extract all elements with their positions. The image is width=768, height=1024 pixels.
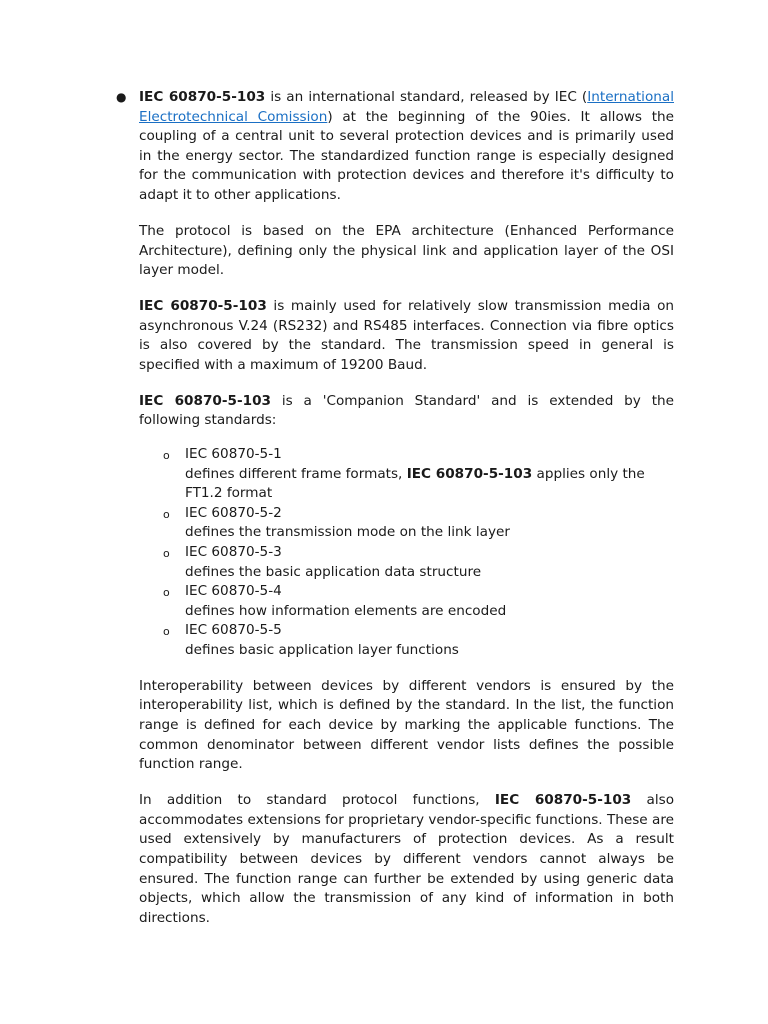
standard-description: defines how information elements are encoded (185, 602, 507, 619)
intro-text-end: ) at the beginning of the 90ies. It allows the coupling of a central unit to several protection devices and is primarily used in the energy sector. The standardized function range is especially designed for the communication with protection devices and therefore it's difficulty to adapt it to other applications. (139, 108, 674, 203)
standard-title: IEC 60870-5-5 (185, 622, 282, 639)
list-item (163, 543, 674, 582)
standard-title: IEC 60870-5-3 (185, 544, 282, 561)
filled-disc-bullet-icon: ● (116, 90, 127, 104)
interoperability-paragraph: Interoperability between devices by different vendors is ensured by the interoperability list, which is defined by the standard. In the list, the function range is defined for each device by marking the applicable functions. The common denominator between different vendor lists defines the possible function range. (139, 677, 674, 773)
standard-title: IEC 60870-5-1 (185, 446, 282, 463)
standards-list (139, 431, 674, 661)
extension-text-start: In addition to standard protocol functions, (139, 792, 495, 809)
standard-title: IEC 60870-5-2 (185, 504, 282, 521)
list-item (163, 582, 674, 621)
companion-paragraph (139, 392, 674, 431)
extension-text-end: also accommodates extensions for proprietary vendor-specific functions. These are used extensively by manufacturers of protection devices. As a result compatibility between devices by different vendors cannot always be ensured. The function range can further be extended by using generic data objects, which allow the transmission of any kind of information in both directions. (139, 792, 675, 926)
hollow-circle-bullet-icon: o (163, 449, 170, 463)
standard-term: IEC 60870-5-103 (406, 465, 533, 482)
standard-description: defines the transmission mode on the link layer (185, 524, 510, 541)
transmission-text: is mainly used for relatively slow transmission media on asynchronous V.24 (RS232) and RS485 interfaces. Connection via fibre optics is also covered by the standard. The transmission speed in general is specified with a maximum of 19200 Baud. (139, 298, 674, 373)
list-item (163, 621, 674, 660)
description-text: applies only the FT1.2 format (185, 465, 645, 502)
list-item (163, 504, 674, 543)
hollow-circle-bullet-icon: o (163, 507, 170, 521)
protocol-paragraph: The protocol is based on the EPA architecture (Enhanced Performance Architecture), defining only the physical link and application layer of the OSI layer model. (139, 222, 674, 279)
standard-description: defines the basic application data structure (185, 563, 482, 580)
iec-link[interactable]: International Electrotechnical Comission (139, 89, 674, 125)
transmission-paragraph (139, 297, 674, 375)
hollow-circle-bullet-icon: o (163, 547, 170, 561)
standard-term: IEC 60870-5-103 (139, 392, 271, 409)
standard-description (185, 465, 674, 504)
list-item (163, 445, 674, 504)
standard-term: IEC 60870-5-103 (494, 792, 632, 809)
hollow-circle-bullet-icon: o (163, 625, 170, 639)
intro-paragraph (116, 88, 674, 206)
standard-term: IEC 60870-5-103 (139, 89, 266, 105)
description-text: defines different frame formats, (185, 465, 407, 482)
hollow-circle-bullet-icon: o (163, 586, 170, 600)
document-body (116, 88, 675, 945)
standard-term: IEC 60870-5-103 (139, 298, 267, 315)
intro-text-start: is an international standard, released by IEC ( (265, 89, 588, 105)
extension-paragraph (139, 791, 674, 928)
standard-title: IEC 60870-5-4 (185, 583, 282, 600)
standard-description: defines basic application layer functions (185, 642, 459, 659)
companion-text: is a 'Companion Standard' and is extended by the following standards: (139, 392, 674, 429)
